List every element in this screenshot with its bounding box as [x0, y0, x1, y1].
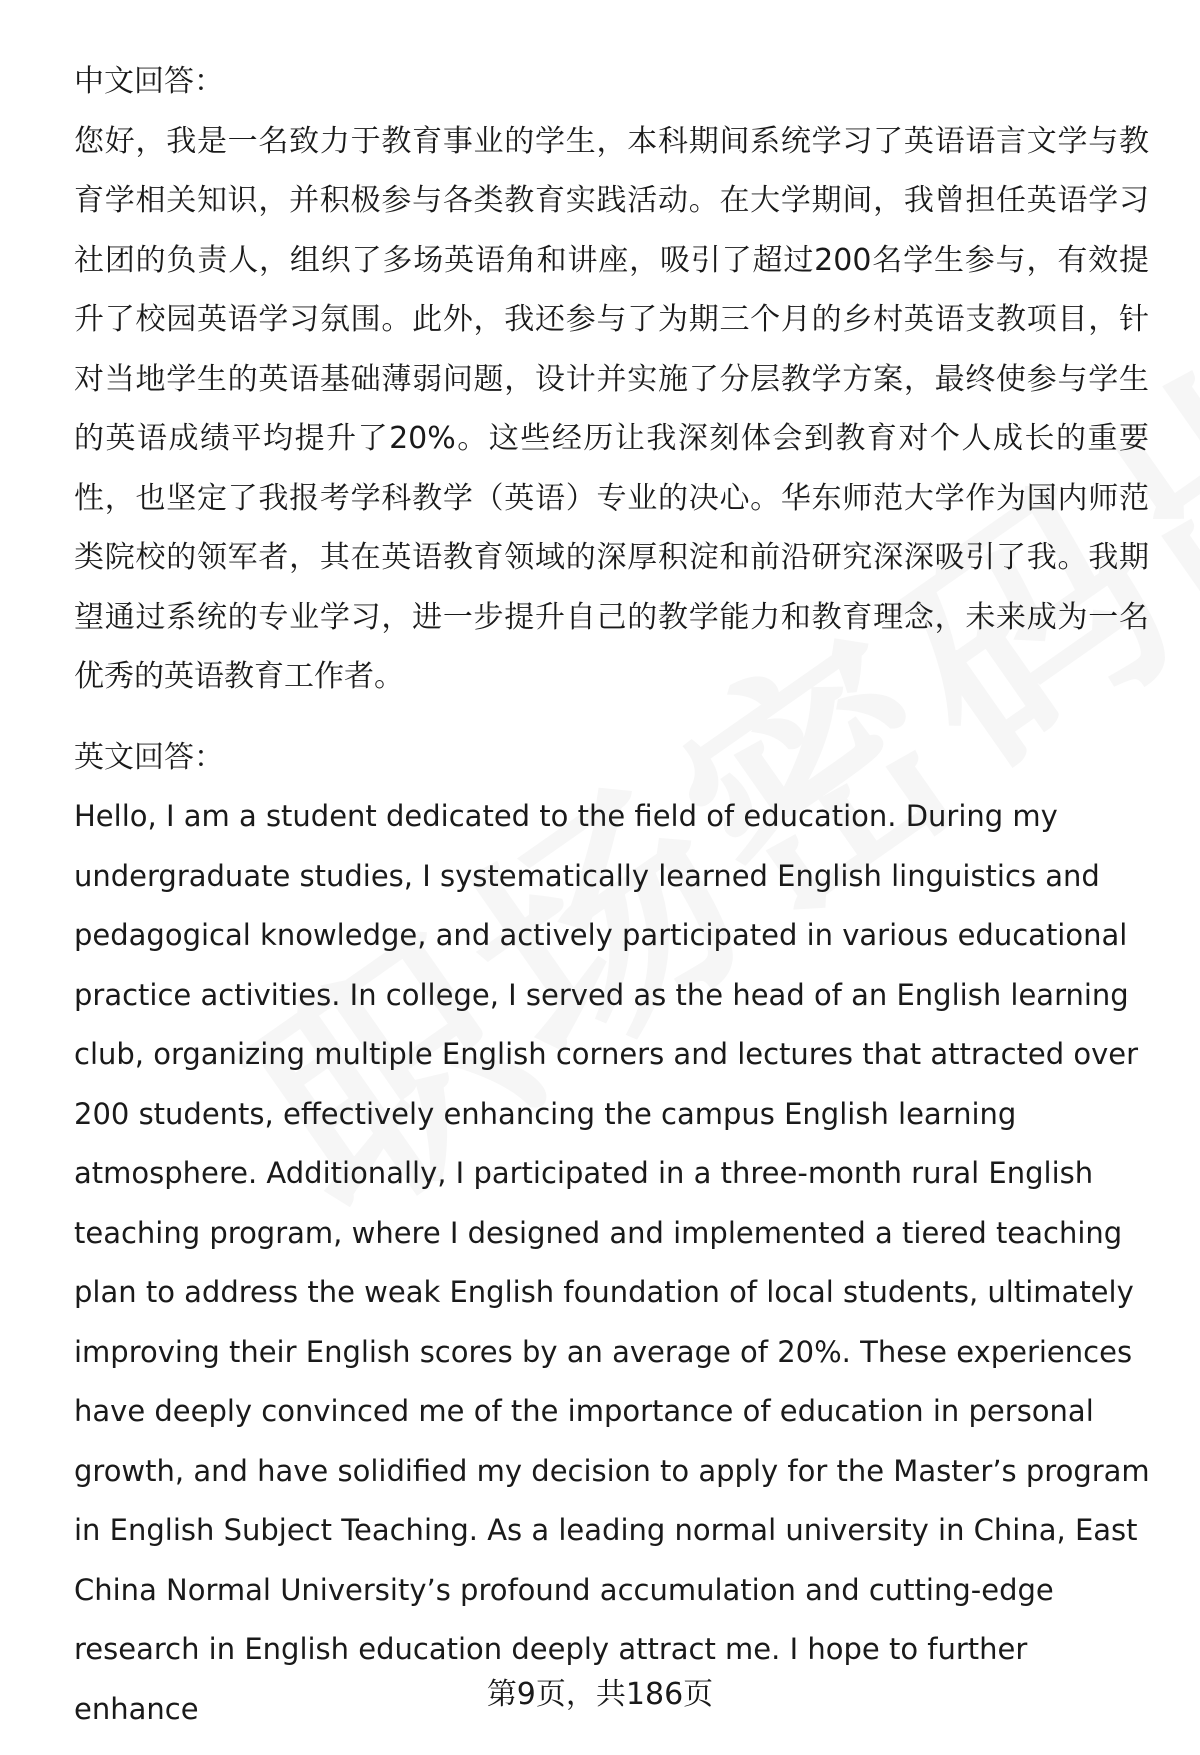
- english-answer-paragraph: Hello, I am a student dedicated to the field of education. During my undergraduate studies, I systematically learned English linguistics and pedagogical knowledge, and actively participated in various educational practice activities. In college, I served as the head of an English learning club, organizing multiple English corners and lectures that attracted over 200 students, effectively enhancing the campus English learning atmosphere. Additionally, I participated in a three-month rural English teaching program, where I designed and implemented a tiered teaching plan to address the weak English foundation of local students, ultimately improving their English scores by an average of 20%. These experiences have deeply convinced me of the importance of education in personal growth, and have solidified my decision to apply for the Master’s program in English Subject Teaching. As a leading normal university in China, East China Normal University’s profound accumulation and cutting-edge research in English education deeply attract me. I hope to further enhance: [74, 799, 1150, 1726]
- chinese-answer-label: 中文回答：: [74, 64, 224, 99]
- section-spacer: [74, 707, 1154, 728]
- page-number: 第9页，共186页: [486, 1677, 714, 1712]
- english-answer-label: 英文回答：: [74, 739, 224, 775]
- document-body: [74, 52, 1154, 1739]
- chinese-answer-paragraph: 您好，我是一名致力于教育事业的学生，本科期间系统学习了英语语言文学与教育学相关知识，并积极参与各类教育实践活动。在大学期间，我曾担任英语学习社团的负责人，组织了多场英语角和讲座，吸引了超过200名学生参与，有效提升了校园英语学习氛围。此外，我还参与了为期三个月的乡村英语支教项目，针对当地学生的英语基础薄弱问题，设计并实施了分层教学方案，最终使参与学生的英语成绩平均提升了20%。这些经历让我深刻体会到教育对个人成长的重要性，也坚定了我报考学科教学（英语）专业的决心。华东师范大学作为国内师范类院校的领军者，其在英语教育领域的深厚积淀和前沿研究深深吸引了我。我期望通过系统的专业学习，进一步提升自己的教学能力和教育理念，未来成为一名优秀的英语教育工作者。: [74, 123, 1149, 694]
